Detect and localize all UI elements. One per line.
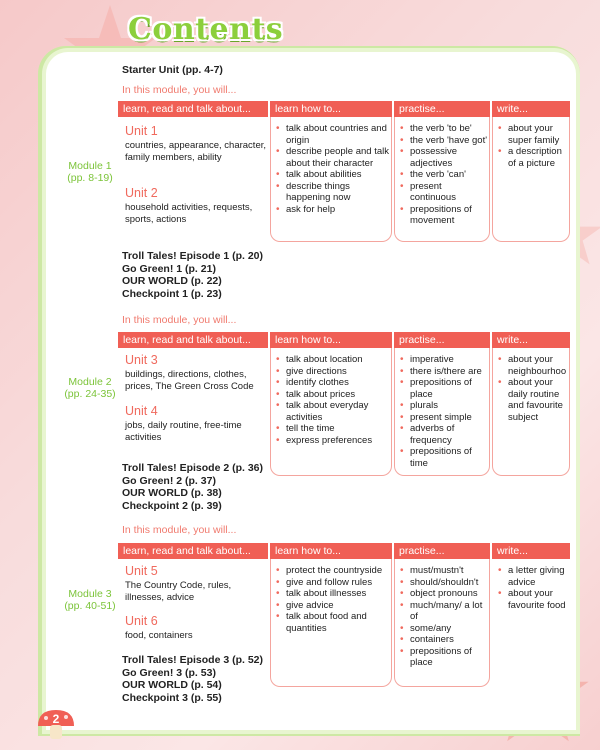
module-1-practise-list: • the verb 'to be' • the verb 'have got' • possessive adjectives • the verb 'can' • present continuous • prepositions of movement (397, 123, 490, 227)
unit-3: Unit 3 buildings, directions, clothes, prices, The Green Cross Code (125, 353, 254, 392)
page-number: 2 (52, 712, 60, 726)
header-learn-how: learn how to... (270, 543, 392, 559)
module-2-label: Module 2 (pp. 24-35) (64, 376, 116, 400)
module-3-intro: In this module, you will... (122, 524, 237, 536)
header-learn-read-talk: learn, read and talk about... (118, 543, 268, 559)
header-learn-how: learn how to... (270, 101, 392, 117)
module-3-practise-list: • must/mustn't • should/shouldn't • object pronouns • much/many/ a lot of • some/any • containers • prepositions of place (397, 565, 490, 669)
module-2-write-list: • about your neighbourhoo • about your daily routine and favourite subject (495, 354, 570, 423)
module-2-intro: In this module, you will... (122, 314, 237, 326)
header-practise: practise... (394, 101, 490, 117)
module-3-learn-how-list: • protect the countryside • give and follow rules • talk about illnesses • give advice • talk about food and quantities (273, 565, 391, 634)
header-learn-read-talk: learn, read and talk about... (118, 101, 268, 117)
module-1-learn-how-list: • talk about countries and origin • describe people and talk about their character • talk about abilities • describe things happening now • ask for help (273, 123, 391, 215)
module-3-references: Troll Tales! Episode 3 (p. 52) Go Green! 3 (p. 53) OUR WORLD (p. 54) Checkpoint 3 (p. 55) (122, 654, 264, 704)
module-1-references: Troll Tales! Episode 1 (p. 20) Go Green! 1 (p. 21) OUR WORLD (p. 22) Checkpoint 1 (p. 23) (122, 250, 264, 300)
module-1-write-list: • about your super family • a description of a picture (495, 123, 570, 169)
header-write: write... (492, 101, 570, 117)
starter-unit: Starter Unit (pp. 4-7) (122, 64, 223, 76)
unit-5: Unit 5 The Country Code, rules, illnesses, advice (125, 564, 232, 603)
unit-6: Unit 6 food, containers (125, 614, 193, 641)
header-write: write... (492, 332, 570, 348)
unit-4: Unit 4 jobs, daily routine, free-time activities (125, 404, 242, 443)
module-2-references: Troll Tales! Episode 2 (p. 36) Go Green! 2 (p. 37) OUR WORLD (p. 38) Checkpoint 2 (p. 39) (122, 462, 264, 512)
module-3-label: Module 3 (pp. 40-51) (64, 588, 116, 612)
module-1-label: Module 1 (pp. 8-19) (67, 160, 113, 184)
unit-2: Unit 2 household activities, requests, sports, actions (125, 186, 253, 225)
header-write: write... (492, 543, 570, 559)
module-1-intro: In this module, you will... (122, 84, 237, 96)
header-practise: practise... (394, 543, 490, 559)
module-3-write-list: • a letter giving advice • about your favourite food (495, 565, 570, 611)
module-2-learn-how-list: • talk about location • give directions • identify clothes • talk about prices • talk about everyday activities • tell the time • express preferences (273, 354, 391, 446)
header-learn-how: learn how to... (270, 332, 392, 348)
module-2-practise-list: • imperative • there is/there are • prepositions of place • plurals • present simple • adverbs of frequency • prepositions of time (397, 354, 490, 469)
page-title: Contents (128, 12, 284, 47)
unit-1: Unit 1 countries, appearance, character, family members, ability (125, 124, 267, 163)
header-practise: practise... (394, 332, 490, 348)
header-learn-read-talk: learn, read and talk about... (118, 332, 268, 348)
